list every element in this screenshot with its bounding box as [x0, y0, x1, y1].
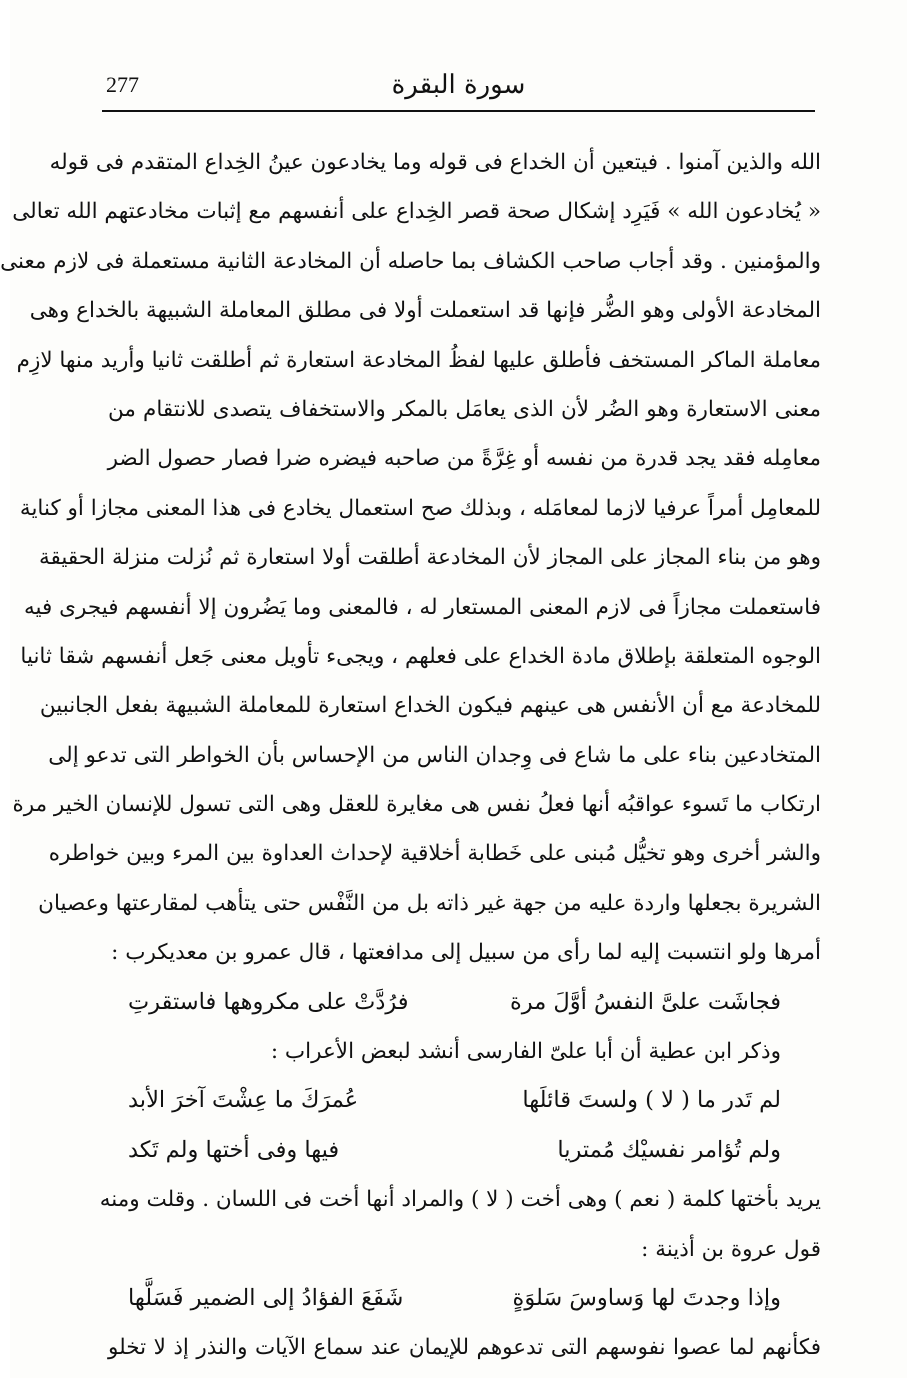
- verse-first-hemistich: ولم تُؤامر نفسيْك مُمتريا: [557, 1136, 781, 1163]
- text-line: قول عروة بن أذينة :: [641, 1236, 821, 1262]
- text-line: أمرها ولو انتسبت إليه لما رأى من سبيل إلى مدافعتها ، قال عمرو بن معديكرب :: [111, 940, 821, 966]
- text-line: الله والذين آمنوا . فيتعين أن الخداع فى قوله وما يخادعون عينُ الخِداع المتقدم فى قوله: [49, 150, 821, 175]
- verse-first-hemistich: لم تَدر ما ( لا ) ولستَ قائلَها: [522, 1087, 781, 1114]
- text-line: فكأنهم لما عصوا نفوسهم التى تدعوهم للإيمان عند سماع الآيات والنذر إذ لا تخلو: [108, 1335, 821, 1361]
- text-line: الوجوه المتعلقة بإطلاق مادة الخداع على فعلهم ، ويجىء تأويل معنى جَعل أنفسهم شقا ثانيا: [20, 643, 821, 669]
- verse-second-hemistich: فيها وفى أختها ولم تَكد: [128, 1136, 340, 1163]
- text-line: المخادعة الأولى وهو الضُّر فإنها قد استعملت أولا فى مطلق المعاملة الشبيهة بالخداع وهى: [29, 298, 821, 324]
- page-number: 277: [106, 72, 139, 97]
- text-line: « يُخادعون الله » فَيَرِد إشكال صحة قصر الخِداع على أنفسهم مع إثبات مخادعتهم الله تعالى: [12, 199, 821, 225]
- text-line: وهو من بناء المجاز على المجاز لأن المخادعة أطلقت أولا استعارة ثم نُزلت منزلة الحقيقة: [38, 545, 821, 571]
- verse-first-hemistich: وإذا وجدتَ لها وَساوسَ سَلوَةٍ: [512, 1284, 781, 1311]
- verse-second-hemistich: فرُدَّتْ على مكروهها فاستقرتِ: [128, 988, 409, 1015]
- verse-second-hemistich: عُمرَكَ ما عِشْتَ آخرَ الأبد: [128, 1087, 359, 1114]
- poetry-verse-urwa: [108, 1274, 821, 1323]
- text-line: للمخادعة مع أن الأنفس هى عينهم فيكون الخداع استعارة للمعاملة الشبيهة بفعل الجانبين: [39, 693, 821, 719]
- text-line: يريد بأختها كلمة ( نعم ) وهى أخت ( لا ) والمراد أنها أخت فى اللسان . وقلت ومنه: [99, 1187, 821, 1213]
- text-line: معاملة الماكر المستخف فأطلق عليها لفظُ المخادعة استعارة ثم أطلقت ثانيا وأريد منها لازِم: [16, 347, 821, 373]
- verse-second-hemistich: شَفَعَ الفؤادُ إلى الضمير فَسَلَّها: [128, 1284, 404, 1311]
- text-line: الشريرة بجعلها واردة عليه من جهة غير ذاته بل من النَّفْس حتى يتأهب لمقارعتها وعصيان: [38, 890, 821, 916]
- text-line: وذكر ابن عطية أن أبا علىّ الفارسى أنشد لبعض الأعراب :: [270, 1039, 781, 1065]
- text-line: ارتكاب ما تَسوء عواقبُه أنها فعلُ نفس هى مغايرة للعقل وهى التى تسول للإنسان الخير مرة: [12, 792, 821, 818]
- verse-first-hemistich: فجاشَت علىَّ النفسُ أوَّلَ مرة: [510, 988, 781, 1015]
- text-line: المتخادعين بناء على ما شاع فى وِجدان الناس من الإحساس بأن الخواطر التى تدعو إلى: [48, 742, 821, 768]
- text-line: للمعامِل أمراً عرفيا لازما لمعامَله ، وبذلك صح استعمال يخادع فى هذا المعنى مجازا أو كناية: [19, 495, 821, 521]
- poetry-verse-arab-2: [108, 1126, 821, 1175]
- header-rule: [102, 110, 815, 112]
- body-text: [0, 138, 821, 1373]
- text-line: والمؤمنين . وقد أجاب صاحب الكشاف بما حاصله أن المخادعة الثانية مستعملة فى لازم معنى: [0, 248, 821, 274]
- text-line: معامِله فقد يجد قدرة من نفسه أو غِرَّةً من صاحبه فيضره ضرا فصار حصول الضر: [107, 446, 821, 472]
- poetry-verse-amr: [108, 978, 821, 1027]
- text-line: والشر أخرى وهو تخيُّل مُبنى على خَطابة أخلاقية لإحداث العداوة بين المرء وبين خواطره: [48, 841, 821, 867]
- poetry-verse-arab-1: [108, 1076, 821, 1125]
- surah-title: سورة البقرة: [391, 70, 526, 100]
- running-header: [102, 64, 815, 108]
- text-line: معنى الاستعارة وهو الضُر لأن الذى يعامَل بالمكر والاستخفاف يتصدى للانتقام من: [108, 396, 821, 422]
- text-line: فاستعملت مجازاً فى لازم المعنى المستعار له ، فالمعنى وما يَضُرون إلا أنفسهم فيجرى فيه: [24, 594, 821, 620]
